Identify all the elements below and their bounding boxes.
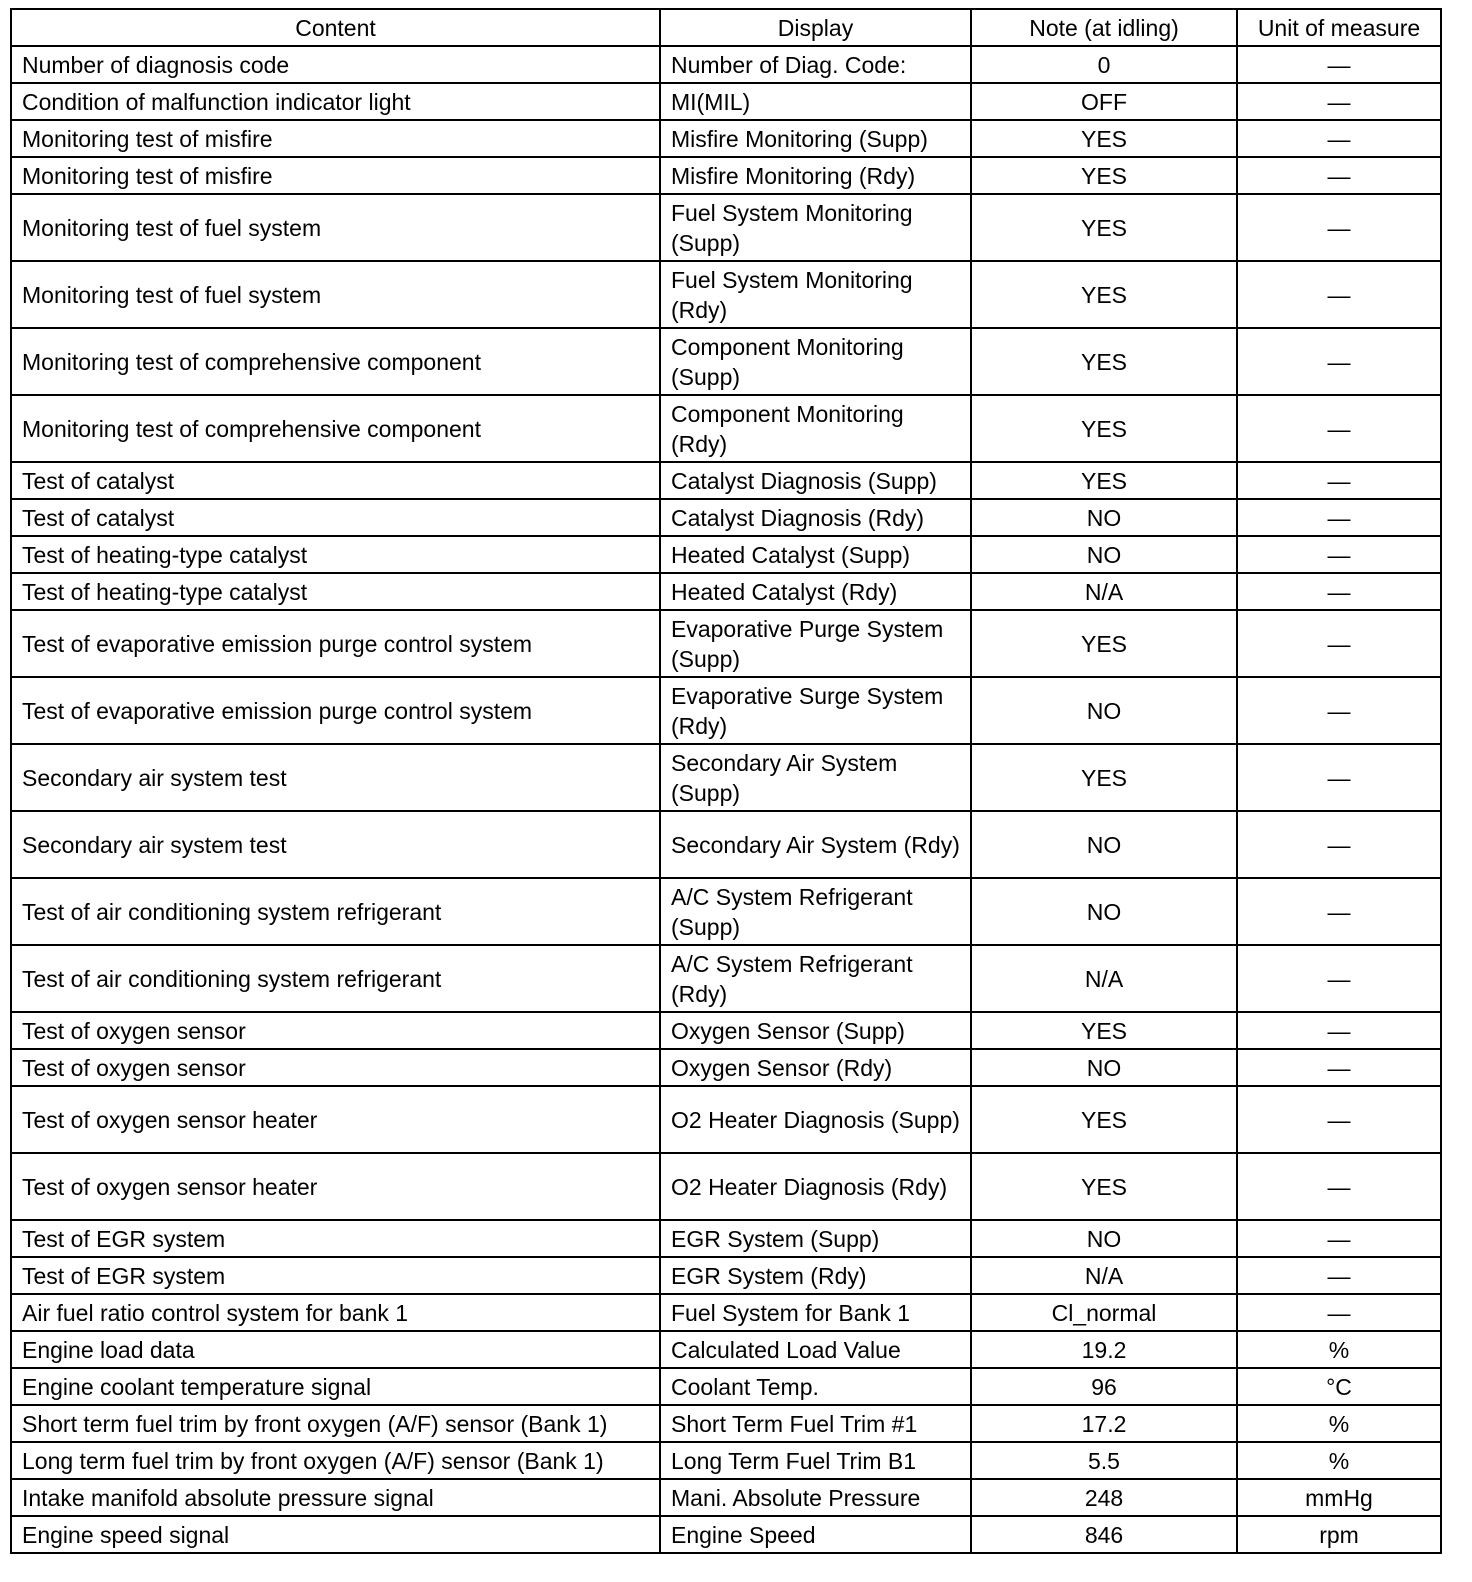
note-cell: NO (971, 811, 1237, 878)
table-row (11, 1405, 1441, 1442)
content-cell: Secondary air system test (11, 811, 660, 878)
table-row (11, 677, 1441, 744)
display-cell: EGR System (Supp) (660, 1220, 971, 1257)
note-cell: YES (971, 1012, 1237, 1049)
table-row (11, 1479, 1441, 1516)
table-row (11, 1442, 1441, 1479)
unit-cell: % (1237, 1405, 1441, 1442)
unit-cell: % (1237, 1442, 1441, 1479)
unit-cell: — (1237, 1220, 1441, 1257)
unit-cell: rpm (1237, 1516, 1441, 1553)
unit-cell: — (1237, 462, 1441, 499)
content-cell: Test of oxygen sensor (11, 1049, 660, 1086)
unit-cell: — (1237, 1086, 1441, 1153)
note-cell: 19.2 (971, 1331, 1237, 1368)
unit-cell: — (1237, 573, 1441, 610)
content-cell: Test of air conditioning system refrigerant (11, 878, 660, 945)
table-row (11, 945, 1441, 1012)
note-cell: NO (971, 536, 1237, 573)
content-cell: Engine coolant temperature signal (11, 1368, 660, 1405)
content-cell: Number of diagnosis code (11, 46, 660, 83)
display-cell: Heated Catalyst (Rdy) (660, 573, 971, 610)
display-cell: Coolant Temp. (660, 1368, 971, 1405)
content-cell: Test of EGR system (11, 1220, 660, 1257)
display-cell: EGR System (Rdy) (660, 1257, 971, 1294)
display-cell: Catalyst Diagnosis (Supp) (660, 462, 971, 499)
table-row (11, 610, 1441, 677)
display-cell: O2 Heater Diagnosis (Rdy) (660, 1153, 971, 1220)
display-cell: Component Monitoring (Rdy) (660, 395, 971, 462)
table-row (11, 1257, 1441, 1294)
content-cell: Test of catalyst (11, 462, 660, 499)
content-cell: Test of evaporative emission purge control system (11, 610, 660, 677)
header-display: Display (660, 9, 971, 46)
table-row (11, 1086, 1441, 1153)
display-cell: Oxygen Sensor (Rdy) (660, 1049, 971, 1086)
unit-cell: — (1237, 194, 1441, 261)
display-cell: Mani. Absolute Pressure (660, 1479, 971, 1516)
note-cell: YES (971, 610, 1237, 677)
note-cell: 248 (971, 1479, 1237, 1516)
unit-cell: — (1237, 1049, 1441, 1086)
content-cell: Test of evaporative emission purge control system (11, 677, 660, 744)
display-cell: Evaporative Surge System (Rdy) (660, 677, 971, 744)
content-cell: Test of oxygen sensor heater (11, 1086, 660, 1153)
unit-cell: — (1237, 83, 1441, 120)
display-cell: A/C System Refrigerant (Rdy) (660, 945, 971, 1012)
table-row (11, 1049, 1441, 1086)
unit-cell: — (1237, 1012, 1441, 1049)
unit-cell: — (1237, 878, 1441, 945)
table-row (11, 573, 1441, 610)
unit-cell: — (1237, 945, 1441, 1012)
display-cell: Secondary Air System (Supp) (660, 744, 971, 811)
content-cell: Monitoring test of fuel system (11, 261, 660, 328)
note-cell: 846 (971, 1516, 1237, 1553)
display-cell: Fuel System Monitoring (Rdy) (660, 261, 971, 328)
table-row (11, 83, 1441, 120)
display-cell: Evaporative Purge System (Supp) (660, 610, 971, 677)
note-cell: YES (971, 261, 1237, 328)
display-cell: A/C System Refrigerant (Supp) (660, 878, 971, 945)
content-cell: Test of air conditioning system refrigerant (11, 945, 660, 1012)
display-cell: Component Monitoring (Supp) (660, 328, 971, 395)
display-cell: Misfire Monitoring (Rdy) (660, 157, 971, 194)
table-row (11, 1153, 1441, 1220)
table-row (11, 499, 1441, 536)
note-cell: YES (971, 1153, 1237, 1220)
unit-cell: °C (1237, 1368, 1441, 1405)
content-cell: Long term fuel trim by front oxygen (A/F) sensor (Bank 1) (11, 1442, 660, 1479)
unit-cell: — (1237, 395, 1441, 462)
table-body (11, 46, 1441, 1553)
note-cell: Cl_normal (971, 1294, 1237, 1331)
table-row (11, 1368, 1441, 1405)
note-cell: NO (971, 499, 1237, 536)
note-cell: NO (971, 878, 1237, 945)
content-cell: Test of catalyst (11, 499, 660, 536)
unit-cell: — (1237, 499, 1441, 536)
note-cell: 17.2 (971, 1405, 1237, 1442)
note-cell: NO (971, 677, 1237, 744)
content-cell: Monitoring test of misfire (11, 157, 660, 194)
unit-cell: — (1237, 536, 1441, 573)
unit-cell: — (1237, 610, 1441, 677)
unit-cell: — (1237, 328, 1441, 395)
display-cell: Heated Catalyst (Supp) (660, 536, 971, 573)
table-row (11, 328, 1441, 395)
note-cell: 96 (971, 1368, 1237, 1405)
note-cell: YES (971, 744, 1237, 811)
table-row (11, 811, 1441, 878)
unit-cell: — (1237, 157, 1441, 194)
note-cell: YES (971, 328, 1237, 395)
table-row (11, 194, 1441, 261)
display-cell: Calculated Load Value (660, 1331, 971, 1368)
diagnosis-data-table (10, 8, 1442, 1554)
display-cell: Fuel System for Bank 1 (660, 1294, 971, 1331)
table-row (11, 120, 1441, 157)
table-row (11, 1220, 1441, 1257)
unit-cell: mmHg (1237, 1479, 1441, 1516)
unit-cell: — (1237, 1294, 1441, 1331)
display-cell: Fuel System Monitoring (Supp) (660, 194, 971, 261)
unit-cell: % (1237, 1331, 1441, 1368)
content-cell: Condition of malfunction indicator light (11, 83, 660, 120)
table-row (11, 462, 1441, 499)
unit-cell: — (1237, 744, 1441, 811)
unit-cell: — (1237, 46, 1441, 83)
unit-cell: — (1237, 1257, 1441, 1294)
content-cell: Test of oxygen sensor heater (11, 1153, 660, 1220)
content-cell: Intake manifold absolute pressure signal (11, 1479, 660, 1516)
note-cell: 5.5 (971, 1442, 1237, 1479)
table-row (11, 395, 1441, 462)
table-row (11, 878, 1441, 945)
note-cell: YES (971, 194, 1237, 261)
note-cell: YES (971, 462, 1237, 499)
table-row (11, 536, 1441, 573)
content-cell: Test of heating-type catalyst (11, 573, 660, 610)
content-cell: Test of oxygen sensor (11, 1012, 660, 1049)
table-row (11, 1294, 1441, 1331)
content-cell: Engine speed signal (11, 1516, 660, 1553)
content-cell: Air fuel ratio control system for bank 1 (11, 1294, 660, 1331)
note-cell: 0 (971, 46, 1237, 83)
header-unit: Unit of measure (1237, 9, 1441, 46)
display-cell: Short Term Fuel Trim #1 (660, 1405, 971, 1442)
content-cell: Monitoring test of comprehensive component (11, 395, 660, 462)
header-note: Note (at idling) (971, 9, 1237, 46)
content-cell: Monitoring test of comprehensive component (11, 328, 660, 395)
content-cell: Monitoring test of misfire (11, 120, 660, 157)
content-cell: Short term fuel trim by front oxygen (A/F) sensor (Bank 1) (11, 1405, 660, 1442)
table-row (11, 46, 1441, 83)
display-cell: MI(MIL) (660, 83, 971, 120)
header-row (11, 9, 1441, 46)
display-cell: O2 Heater Diagnosis (Supp) (660, 1086, 971, 1153)
note-cell: NO (971, 1220, 1237, 1257)
display-cell: Oxygen Sensor (Supp) (660, 1012, 971, 1049)
unit-cell: — (1237, 1153, 1441, 1220)
display-cell: Catalyst Diagnosis (Rdy) (660, 499, 971, 536)
note-cell: OFF (971, 83, 1237, 120)
note-cell: NO (971, 1049, 1237, 1086)
display-cell: Number of Diag. Code: (660, 46, 971, 83)
table-row (11, 1012, 1441, 1049)
note-cell: N/A (971, 1257, 1237, 1294)
unit-cell: — (1237, 677, 1441, 744)
unit-cell: — (1237, 811, 1441, 878)
content-cell: Test of EGR system (11, 1257, 660, 1294)
display-cell: Misfire Monitoring (Supp) (660, 120, 971, 157)
table-row (11, 744, 1441, 811)
note-cell: YES (971, 1086, 1237, 1153)
note-cell: N/A (971, 573, 1237, 610)
content-cell: Test of heating-type catalyst (11, 536, 660, 573)
note-cell: N/A (971, 945, 1237, 1012)
table-row (11, 1516, 1441, 1553)
note-cell: YES (971, 395, 1237, 462)
header-content: Content (11, 9, 660, 46)
content-cell: Monitoring test of fuel system (11, 194, 660, 261)
display-cell: Long Term Fuel Trim B1 (660, 1442, 971, 1479)
display-cell: Secondary Air System (Rdy) (660, 811, 971, 878)
display-cell: Engine Speed (660, 1516, 971, 1553)
table-row (11, 1331, 1441, 1368)
note-cell: YES (971, 120, 1237, 157)
content-cell: Secondary air system test (11, 744, 660, 811)
table-row (11, 157, 1441, 194)
table-header (11, 9, 1441, 46)
content-cell: Engine load data (11, 1331, 660, 1368)
unit-cell: — (1237, 261, 1441, 328)
table-row (11, 261, 1441, 328)
note-cell: YES (971, 157, 1237, 194)
unit-cell: — (1237, 120, 1441, 157)
